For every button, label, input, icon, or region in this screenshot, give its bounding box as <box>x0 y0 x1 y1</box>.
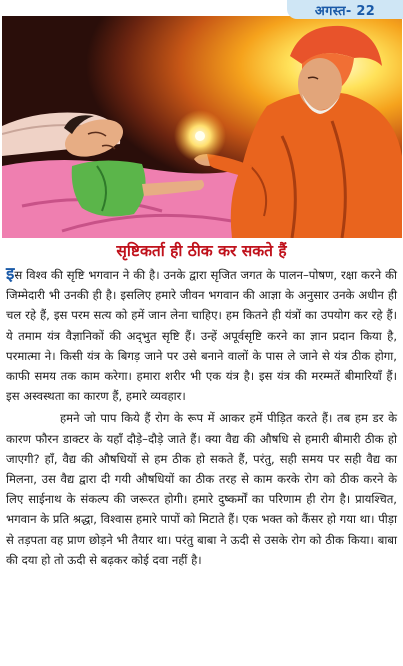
paragraph-2: हमने जो पाप किये हैं रोग के रूप में आकर हमें पीड़ित करते हैं। तब हम डर के कारण फौरन डाक्टर के यहाँ दौड़े–दौड़े जाते हैं। क्या वैद्य की औषधि से हमारी बीमारी ठीक हो जाएगी? हाँ, वैद्य की औषधियों से हम ठीक हो सकते हैं, परंतु, सही समय पर सही वैद्य का मिलना, उस वैद्य द्वारा दी गयी औषधियों का ठीक तरह से काम करके रोग को ठीक करने के लिए साईनाथ के संकल्प की जरूरत होगी। हमारे दुष्कर्मों का परिणाम ही रोग है। प्रायश्चित, भगवान के प्रति श्रद्धा, विश्वास हमारे पापों को मिटाते हैं। एक भक्त को कैंसर हो गया था। पीड़ा से तड़पता वह प्राण छोड़ने भी तैयार था। परंतु बाबा ने ऊदी से उसके रोग को ठीक किया। बाबा की दया हो तो ऊदी से बढ़कर कोई दवा नहीं है। <box>6 411 397 567</box>
sai-baba-healing-illustration <box>2 16 402 238</box>
paragraph-1 <box>6 265 397 406</box>
article-title: सृष्टिकर्ता ही ठीक कर सकते हैं <box>116 242 287 260</box>
date-label: अगस्त- 22 <box>314 3 376 19</box>
title-band <box>0 238 403 262</box>
dropcap: इ <box>6 264 15 284</box>
article-body <box>6 265 397 570</box>
date-tab <box>287 0 403 19</box>
paragraph-1-text: स विश्व की सृष्टि भगवान ने की है। उनके द्वारा सृजित जगत के पालन–पोषण, रक्षा करने की जिम्मेदारी भी उनकी ही है। इसलिए हमारे जीवन भगवान की आज्ञा के अनुसार उनके अधीन ही चल रहे हैं, इस परम सत्य को हमें जान लेना चाहिए। हम कितने ही यंत्रों का उपयोग कर रहे हैं। ये तमाम यंत्र वैज्ञानिकों की अद्‌भुत सृष्टि हैं। उन्हें अपूर्वसृष्टि करने का ज्ञान प्रदान किया है, परमात्मा ने। किसी यंत्र के बिगड़ जाने पर उसे बनाने वालों के पास ले जाने से यंत्र ठीक होगा, काफी समय तक काम करेगा। हमारा शरीर भी एक यंत्र है। इस यंत्र की मरम्मतें बीमारियाँ हैं। इस अस्वस्थता का कारण हैं, हमारे व्यवहार। <box>6 268 397 404</box>
